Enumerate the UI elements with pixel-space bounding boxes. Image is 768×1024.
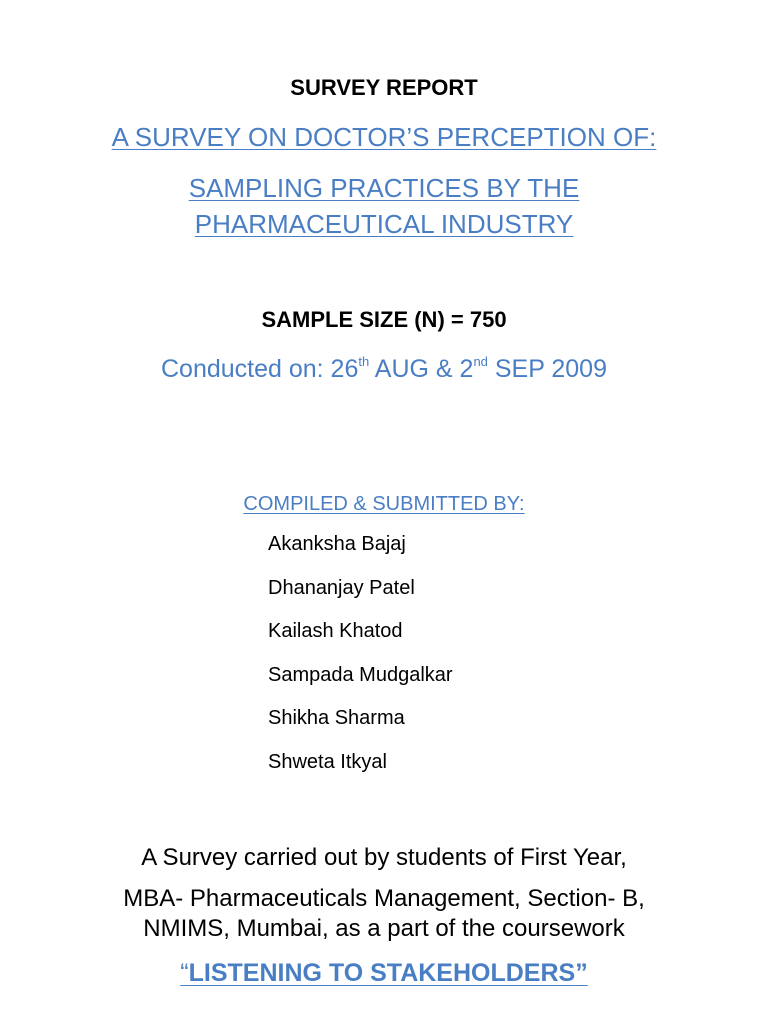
subtitle-line-1: A SURVEY ON DOCTOR’S PERCEPTION OF:	[111, 122, 657, 152]
author-name: Kailash Khatod	[268, 620, 403, 642]
author-name: Shikha Sharma	[268, 707, 405, 729]
subtitle-line-2: SAMPLING PRACTICES BY THE	[188, 173, 580, 203]
conducted-suffix: SEP 2009	[487, 355, 607, 383]
compiled-by-label: COMPILED & SUBMITTED BY:	[243, 493, 525, 515]
conducted-middle: AUG & 2	[369, 355, 474, 383]
author-name: Dhananjay Patel	[268, 576, 415, 599]
conducted-prefix: Conducted on: 26	[160, 355, 359, 383]
sample-size: SAMPLE SIZE (N) = 750	[261, 307, 507, 332]
author-name: Akanksha Bajaj	[268, 533, 406, 555]
author-list	[268, 532, 453, 793]
conducted-sup-2: nd	[473, 354, 488, 369]
footer-line-2: MBA- Pharmaceuticals Management, Section- B,	[123, 885, 645, 912]
author-name: Sampada Mudgalkar	[268, 663, 453, 686]
conducted-sup-1: th	[358, 354, 370, 369]
tagline-text: LISTENING TO STAKEHOLDERS	[188, 959, 576, 987]
footer-line-1: A Survey carried out by students of First Year,	[141, 844, 627, 871]
footer-line-3: NMIMS, Mumbai, as a part of the coursework	[143, 915, 625, 942]
report-title: SURVEY REPORT	[290, 75, 478, 100]
tagline-open-quote: “	[180, 959, 189, 987]
tagline	[0, 957, 768, 989]
author-name: Shweta Itkyal	[268, 750, 387, 773]
tagline-close-quote: ”	[575, 959, 588, 987]
conducted-date	[0, 352, 768, 386]
subtitle-line-3: PHARMACEUTICAL INDUSTRY	[194, 209, 574, 239]
